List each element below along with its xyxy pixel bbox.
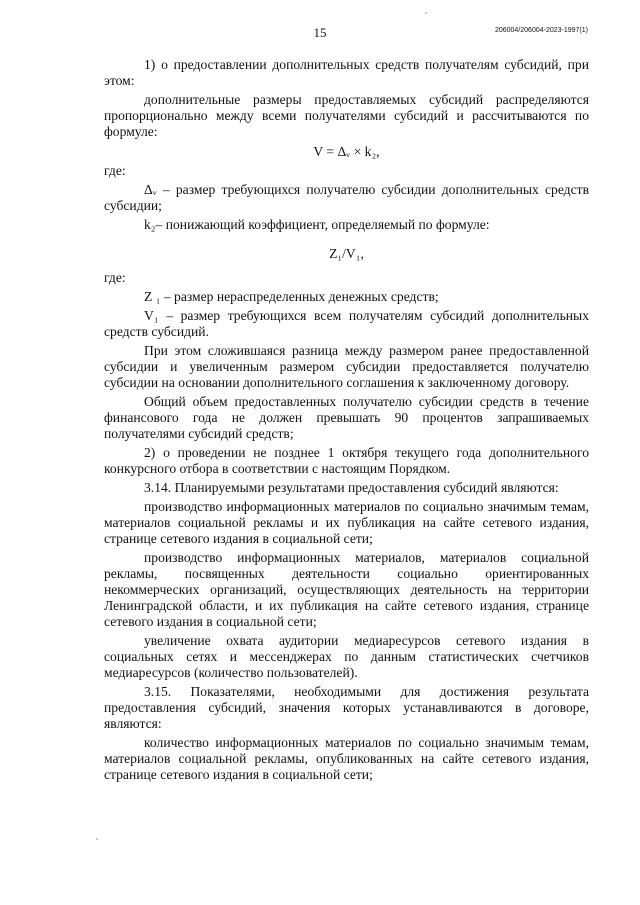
paragraph: k₂– понижающий коэффициент, определяемый по формуле: xyxy=(144,217,490,232)
paragraph: При этом сложившаяся разница между размером ранее предоставленной субсидии и увеличенным размером субсидии предоставляется получателю субсидии на основании дополнительного соглашения к заключенному договору. xyxy=(104,343,589,390)
paragraph: 3.14. Планируемыми результатами предоставления субсидий являются: xyxy=(144,480,559,495)
paragraph: V₁ – размер требующихся всем получателям субсидий дополнительных средств субсидий. xyxy=(104,308,589,339)
paragraph: 2) о проведении не позднее 1 октября текущего года дополнительного конкурсного отбора в соответствии с настоящим Порядком. xyxy=(104,445,589,476)
paragraph: производство информационных материалов, материалов социальной рекламы, посвященных деятельности социально ориентированных некоммерческих организаций, осуществляющих деятельность на территории Ленинградской области, и их публикация на сайте сетевого издания, странице сетевого издания в социальной сети; xyxy=(104,550,589,629)
paragraph: количество информационных материалов по социально значимым темам, материалов социальной рекламы, опубликованных на сайте сетевого издания, странице сетевого издания в социальной сети; xyxy=(104,735,589,782)
scan-speck xyxy=(96,838,98,840)
paragraph: 3.15. Показателями, необходимыми для достижения результата предоставления субсидий, значения которых устанавливаются в договоре, являются: xyxy=(104,684,589,731)
paragraph-where: где: xyxy=(104,270,126,285)
paragraph: Δᵥ – размер требующихся получателю субсидии дополнительных средств субсидии; xyxy=(104,182,589,213)
page-number: 15 xyxy=(313,25,327,40)
paragraph: Z ₁ – размер нераспределенных денежных средств; xyxy=(144,289,439,304)
scan-speck xyxy=(425,12,427,14)
paragraph: дополнительные размеры предоставляемых субсидий распределяются пропорционально между всеми получателями субсидий и рассчитываются по формуле: xyxy=(104,92,589,139)
paragraph: производство информационных материалов по социально значимым темам, материалов социальной рекламы и их публикация на сайте сетевого издания, странице сетевого издания в социальной сети; xyxy=(104,499,589,546)
paragraph: 1) о предоставлении дополнительных средств получателям субсидий, при этом: xyxy=(104,57,589,88)
paragraph-where: где: xyxy=(104,163,126,178)
document-body xyxy=(104,57,589,783)
paragraph: увеличение охвата аудитории медиаресурсов сетевого издания в социальных сетях и мессенджерах по данным статистических счетчиков медиаресурсов (количество пользователей). xyxy=(104,633,589,680)
formula: V = Δᵥ × k₂, xyxy=(313,144,380,159)
formula: Z₁/V₁, xyxy=(329,246,364,261)
paragraph: Общий объем предоставленных получателю субсидии средств в течение финансового года не должен превышать 90 процентов запрашиваемых получателями субсидий средств; xyxy=(104,394,589,441)
document-id: 206004/206004-2023-1997(1) xyxy=(494,27,588,34)
